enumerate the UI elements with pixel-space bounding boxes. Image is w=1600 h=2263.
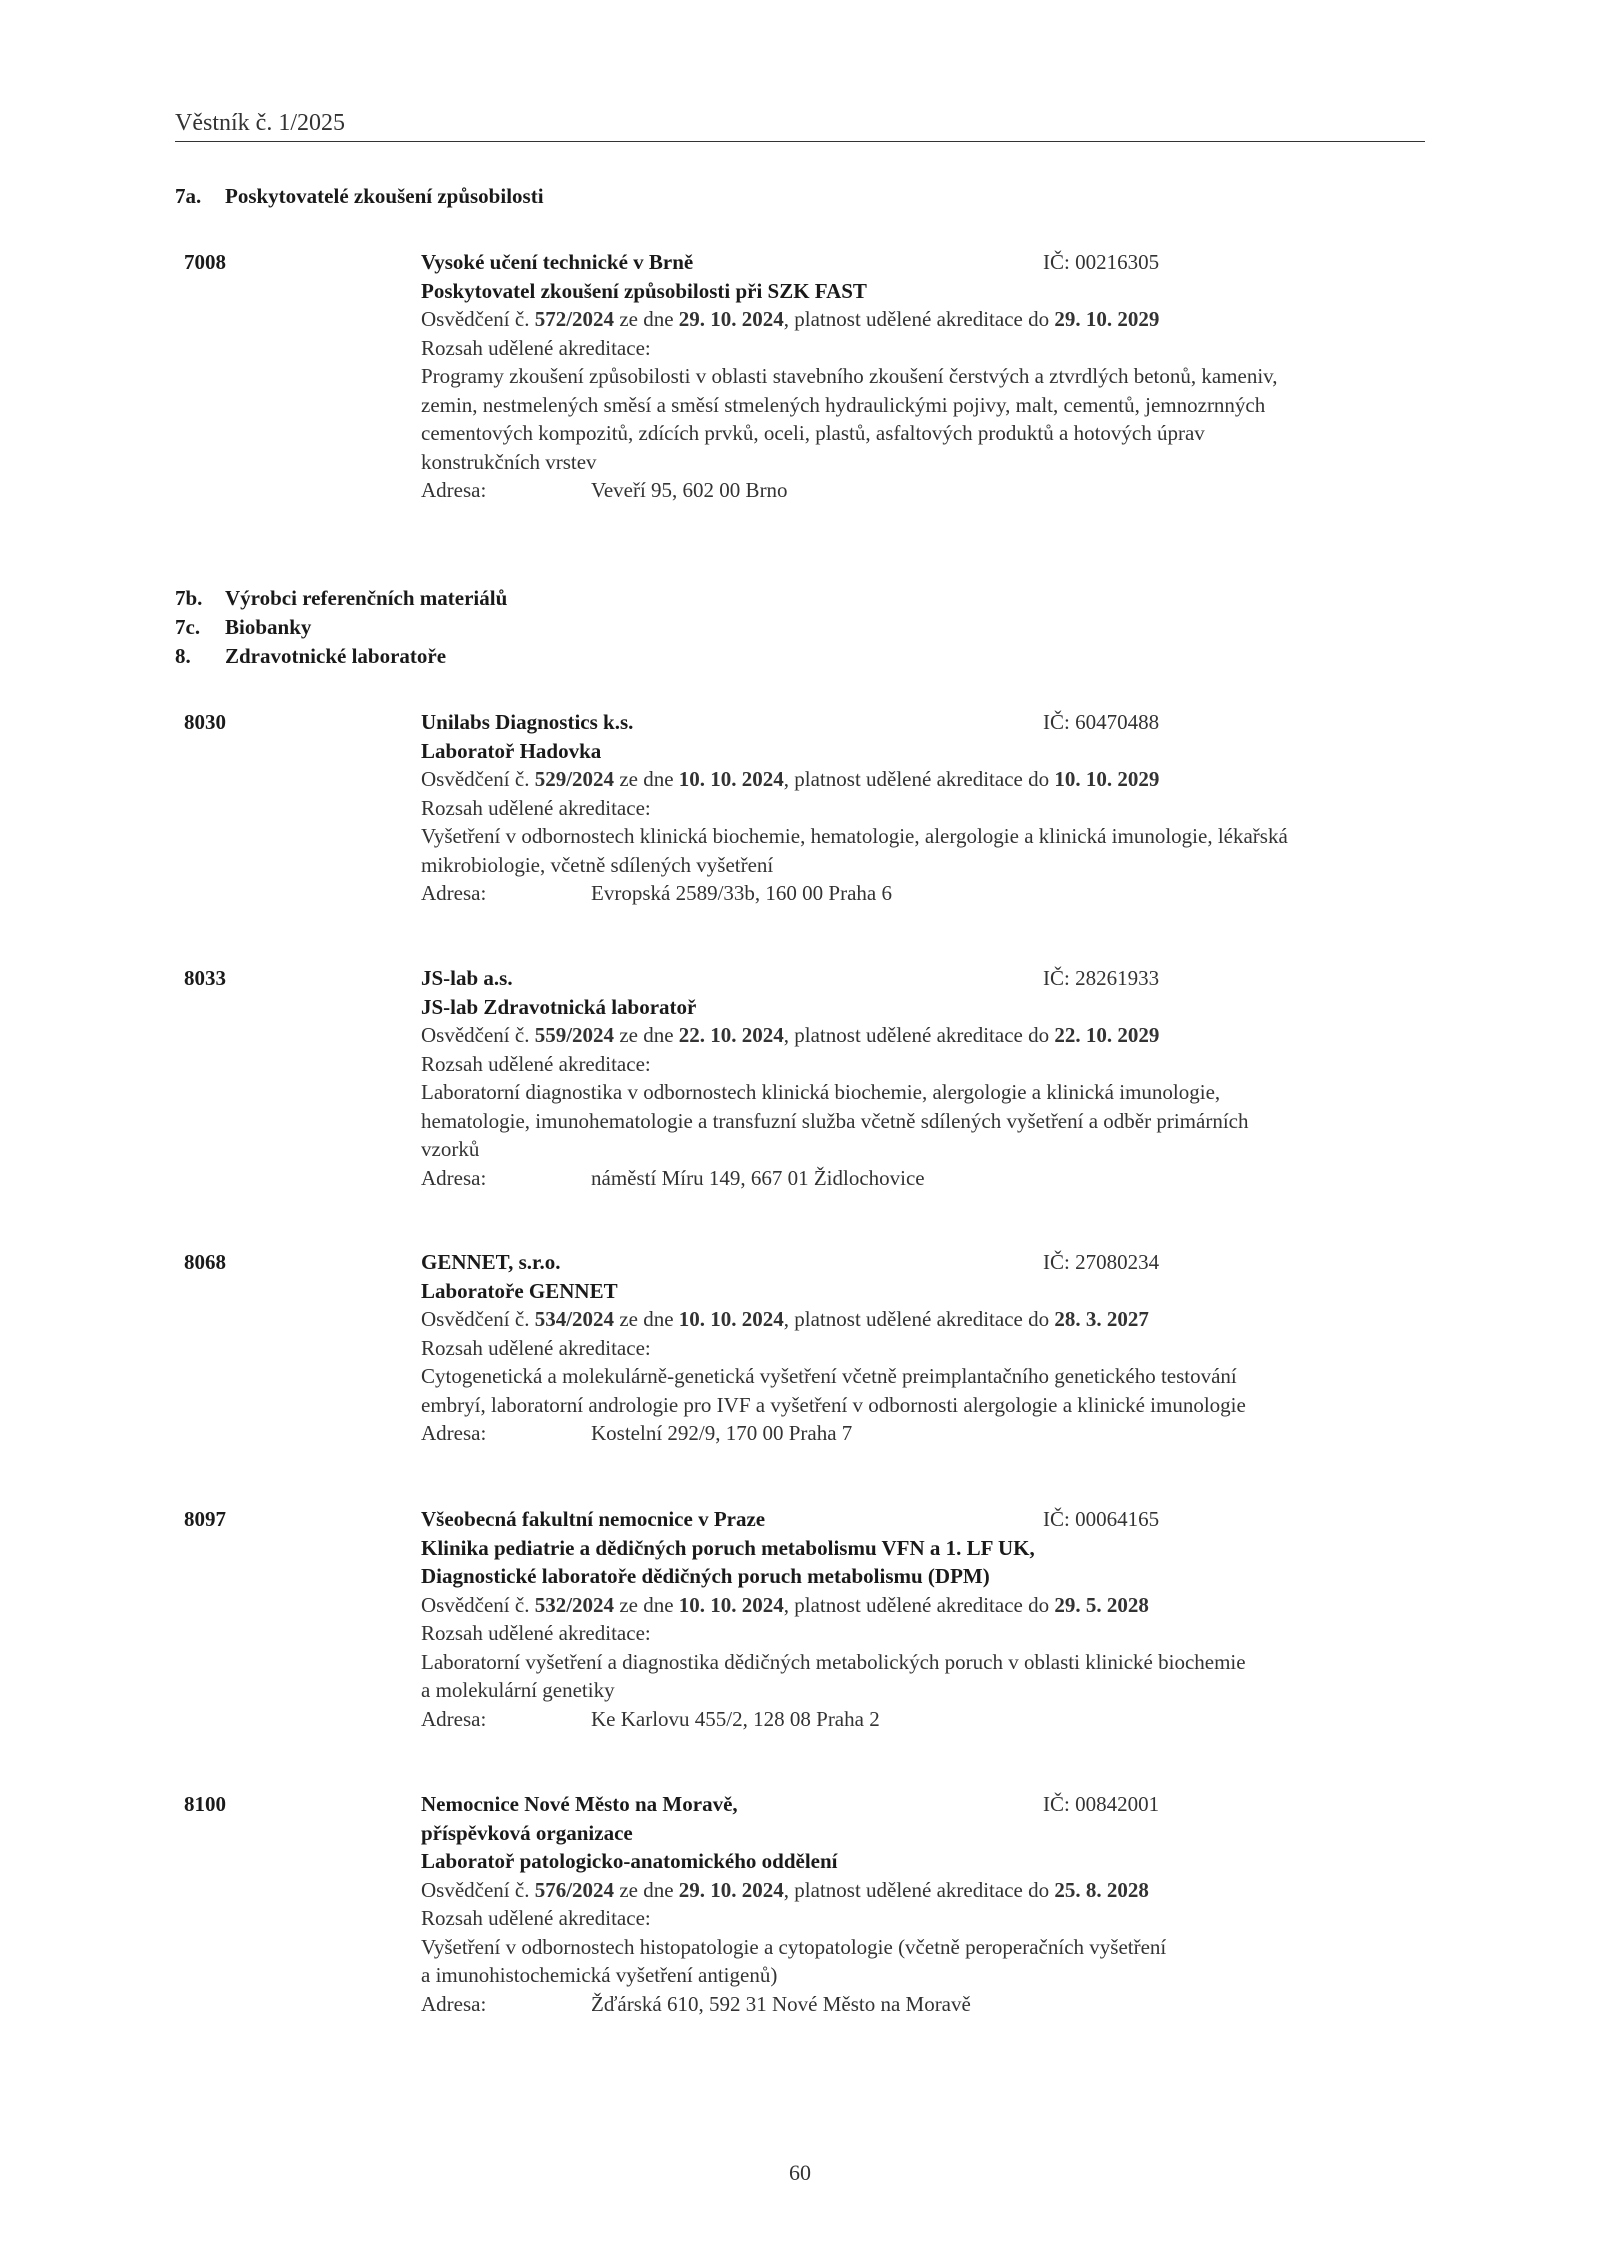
scope-line: Laboratorní vyšetření a diagnostika dědičných metabolických poruch v oblasti klinické biochemie	[421, 1649, 1246, 1674]
address-label: Adresa:	[421, 1991, 487, 2016]
scope-line: Laboratorní diagnostika v odbornostech klinická biochemie, alergologie a klinická imunologie,	[421, 1080, 1221, 1104]
certificate-number: 529/2024	[534, 767, 615, 791]
certificate-line: Osvědčení č. 576/2024 ze dne 29. 10. 2024, platnost udělené akreditace do 25. 8. 2028	[421, 1877, 1149, 1902]
entry-body	[421, 708, 1431, 908]
certificate-date: 29. 10. 2024	[678, 307, 784, 331]
organization-name: Všeobecná fakultní nemocnice v Praze	[421, 1507, 766, 1531]
section-number: 7b.	[175, 586, 203, 610]
scope-line: Cytogenetická a molekulárně-genetická vyšetření včetně preimplantačního genetického testování	[421, 1364, 1237, 1388]
unit-name: Poskytovatel zkoušení způsobilosti při SZK FAST	[421, 278, 867, 303]
scope-line: a molekulární genetiky	[421, 1678, 615, 1702]
scope-line: Vyšetření v odbornostech klinická biochemie, hematologie, alergologie a klinická imunologie, lékařská	[421, 824, 1288, 848]
unit-name: příspěvková organizace	[421, 1820, 633, 1845]
entry-code: 8030	[184, 710, 226, 734]
scope-line: hematologie, imunohematologie a transfuzní služba včetně sdílených vyšetření a odběr primárních	[421, 1108, 1249, 1133]
certificate-date: 10. 10. 2024	[678, 1592, 784, 1617]
ic-number: IČ: 27080234	[1043, 1250, 1160, 1274]
scope-label: Rozsah udělené akreditace:	[421, 1621, 651, 1645]
certificate-line: Osvědčení č. 534/2024 ze dne 10. 10. 2024, platnost udělené akreditace do 28. 3. 2027	[421, 1307, 1149, 1331]
page-header	[175, 110, 1425, 142]
certificate-date: 29. 10. 2024	[678, 1877, 784, 1902]
address-line	[421, 879, 1431, 908]
valid-until: 25. 8. 2028	[1054, 1877, 1149, 1902]
section-label: Zdravotnické laboratoře	[225, 644, 447, 668]
scope-label: Rozsah udělené akreditace:	[421, 335, 651, 360]
scope-line: vzorků	[421, 1137, 480, 1161]
certificate-date: 10. 10. 2024	[678, 767, 784, 791]
header-title: Věstník č. 1/2025	[175, 110, 345, 136]
certificate-line: Osvědčení č. 572/2024 ze dne 29. 10. 2024, platnost udělené akreditace do 29. 10. 2029	[421, 307, 1160, 331]
organization-name: Unilabs Diagnostics k.s.	[421, 710, 634, 734]
section-number: 7a.	[175, 184, 202, 208]
scope-line: konstrukčních vrstev	[421, 449, 597, 474]
organization-name: GENNET, s.r.o.	[421, 1250, 561, 1274]
scope-line: cementových kompozitů, zdících prvků, oceli, plastů, asfaltových produktů a hotových úprav	[421, 421, 1205, 445]
certificate-line: Osvědčení č. 559/2024 ze dne 22. 10. 2024, platnost udělené akreditace do 22. 10. 2029	[421, 1023, 1160, 1047]
address-line	[421, 1990, 1431, 2019]
address-line	[421, 1164, 1431, 1193]
address-line	[421, 1419, 1431, 1448]
scope-line: Programy zkoušení způsobilosti v oblasti stavebního zkoušení čerstvých a ztvrdlých betonů, kameniv,	[421, 364, 1278, 388]
certificate-number: 532/2024	[534, 1592, 615, 1617]
scope-line: embryí, laboratorní andrologie pro IVF a vyšetření v odbornosti alergologie a klinické imunologie	[421, 1392, 1246, 1417]
page-number: 60	[789, 2160, 811, 2185]
scope-label: Rozsah udělené akreditace:	[421, 1051, 651, 1076]
address-line	[421, 1705, 1431, 1734]
unit-name: JS-lab Zdravotnická laboratoř	[421, 994, 697, 1019]
valid-until: 29. 10. 2029	[1054, 307, 1160, 331]
section-label: Výrobci referenčních materiálů	[225, 586, 508, 610]
ic-number: IČ: 00842001	[1043, 1792, 1160, 1816]
organization-name: JS-lab a.s.	[421, 966, 513, 990]
certificate-line: Osvědčení č. 529/2024 ze dne 10. 10. 2024, platnost udělené akreditace do 10. 10. 2029	[421, 767, 1160, 791]
address-label: Adresa:	[421, 478, 487, 502]
certificate-number: 534/2024	[534, 1307, 615, 1331]
entry-body	[421, 964, 1431, 1192]
valid-until: 10. 10. 2029	[1054, 767, 1160, 791]
certificate-line: Osvědčení č. 532/2024 ze dne 10. 10. 2024, platnost udělené akreditace do 29. 5. 2028	[421, 1592, 1149, 1617]
scope-label: Rozsah udělené akreditace:	[421, 1335, 651, 1360]
unit-name: Laboratoř patologicko-anatomického oddělení	[421, 1849, 838, 1873]
ic-number: IČ: 00216305	[1043, 250, 1160, 274]
section-label: Poskytovatelé zkoušení způsobilosti	[225, 184, 544, 208]
entry-code: 8068	[184, 1250, 226, 1274]
entry-code: 8033	[184, 966, 226, 990]
unit-name: Laboratoř Hadovka	[421, 738, 602, 763]
section-title-7b	[175, 586, 507, 611]
address-label: Adresa:	[421, 1421, 487, 1445]
entry-code: 7008	[184, 250, 226, 274]
scope-line: a imunohistochemická vyšetření antigenů)	[421, 1963, 778, 1987]
scope-line: zemin, nestmelených směsí a směsí stmelených hydraulickými pojivy, malt, cementů, jemnozrnných	[421, 392, 1266, 417]
certificate-date: 10. 10. 2024	[678, 1307, 784, 1331]
unit-name: Diagnostické laboratoře dědičných poruch metabolismu (DPM)	[421, 1564, 990, 1588]
section-number: 8.	[175, 644, 191, 668]
section-title-7a	[175, 184, 544, 209]
ic-number: IČ: 60470488	[1043, 710, 1160, 734]
organization-name: Nemocnice Nové Město na Moravě,	[421, 1792, 738, 1816]
scope-line: mikrobiologie, včetně sdílených vyšetření	[421, 852, 774, 877]
unit-name: Klinika pediatrie a dědičných poruch metabolismu VFN a 1. LF UK,	[421, 1535, 1035, 1560]
certificate-date: 22. 10. 2024	[678, 1023, 784, 1047]
valid-until: 28. 3. 2027	[1054, 1307, 1149, 1331]
address-line	[421, 476, 1431, 505]
address-label: Adresa:	[421, 1706, 487, 1731]
unit-name: Laboratoře GENNET	[421, 1278, 618, 1303]
entry-code: 8097	[184, 1507, 226, 1531]
address-value: Evropská 2589/33b, 160 00 Praha 6	[591, 881, 892, 905]
address-label: Adresa:	[421, 1165, 487, 1190]
ic-number: IČ: 00064165	[1043, 1507, 1160, 1531]
entry-body	[421, 248, 1431, 505]
address-value: Žďárská 610, 592 31 Nové Město na Moravě	[591, 1991, 971, 2016]
certificate-number: 576/2024	[534, 1877, 615, 1902]
organization-name: Vysoké učení technické v Brně	[421, 250, 694, 274]
entry-body	[421, 1248, 1431, 1448]
entry-code: 8100	[184, 1792, 226, 1816]
scope-label: Rozsah udělené akreditace:	[421, 1906, 651, 1930]
scope-label: Rozsah udělené akreditace:	[421, 795, 651, 820]
section-title-7c	[175, 615, 311, 640]
address-value: Kostelní 292/9, 170 00 Praha 7	[591, 1421, 853, 1445]
entry-body	[421, 1505, 1431, 1733]
entry-body	[421, 1790, 1431, 2018]
scope-line: Vyšetření v odbornostech histopatologie a cytopatologie (včetně peroperačních vyšetření	[421, 1934, 1167, 1959]
section-title-8	[175, 644, 446, 669]
address-value: Veveří 95, 602 00 Brno	[591, 478, 788, 502]
valid-until: 29. 5. 2028	[1054, 1592, 1149, 1617]
certificate-number: 572/2024	[534, 307, 615, 331]
section-label: Biobanky	[225, 615, 312, 639]
valid-until: 22. 10. 2029	[1054, 1023, 1160, 1047]
address-label: Adresa:	[421, 881, 487, 905]
certificate-number: 559/2024	[534, 1023, 615, 1047]
ic-number: IČ: 28261933	[1043, 966, 1160, 990]
address-value: náměstí Míru 149, 667 01 Židlochovice	[591, 1165, 925, 1190]
section-number: 7c.	[175, 615, 201, 639]
address-value: Ke Karlovu 455/2, 128 08 Praha 2	[591, 1706, 880, 1731]
